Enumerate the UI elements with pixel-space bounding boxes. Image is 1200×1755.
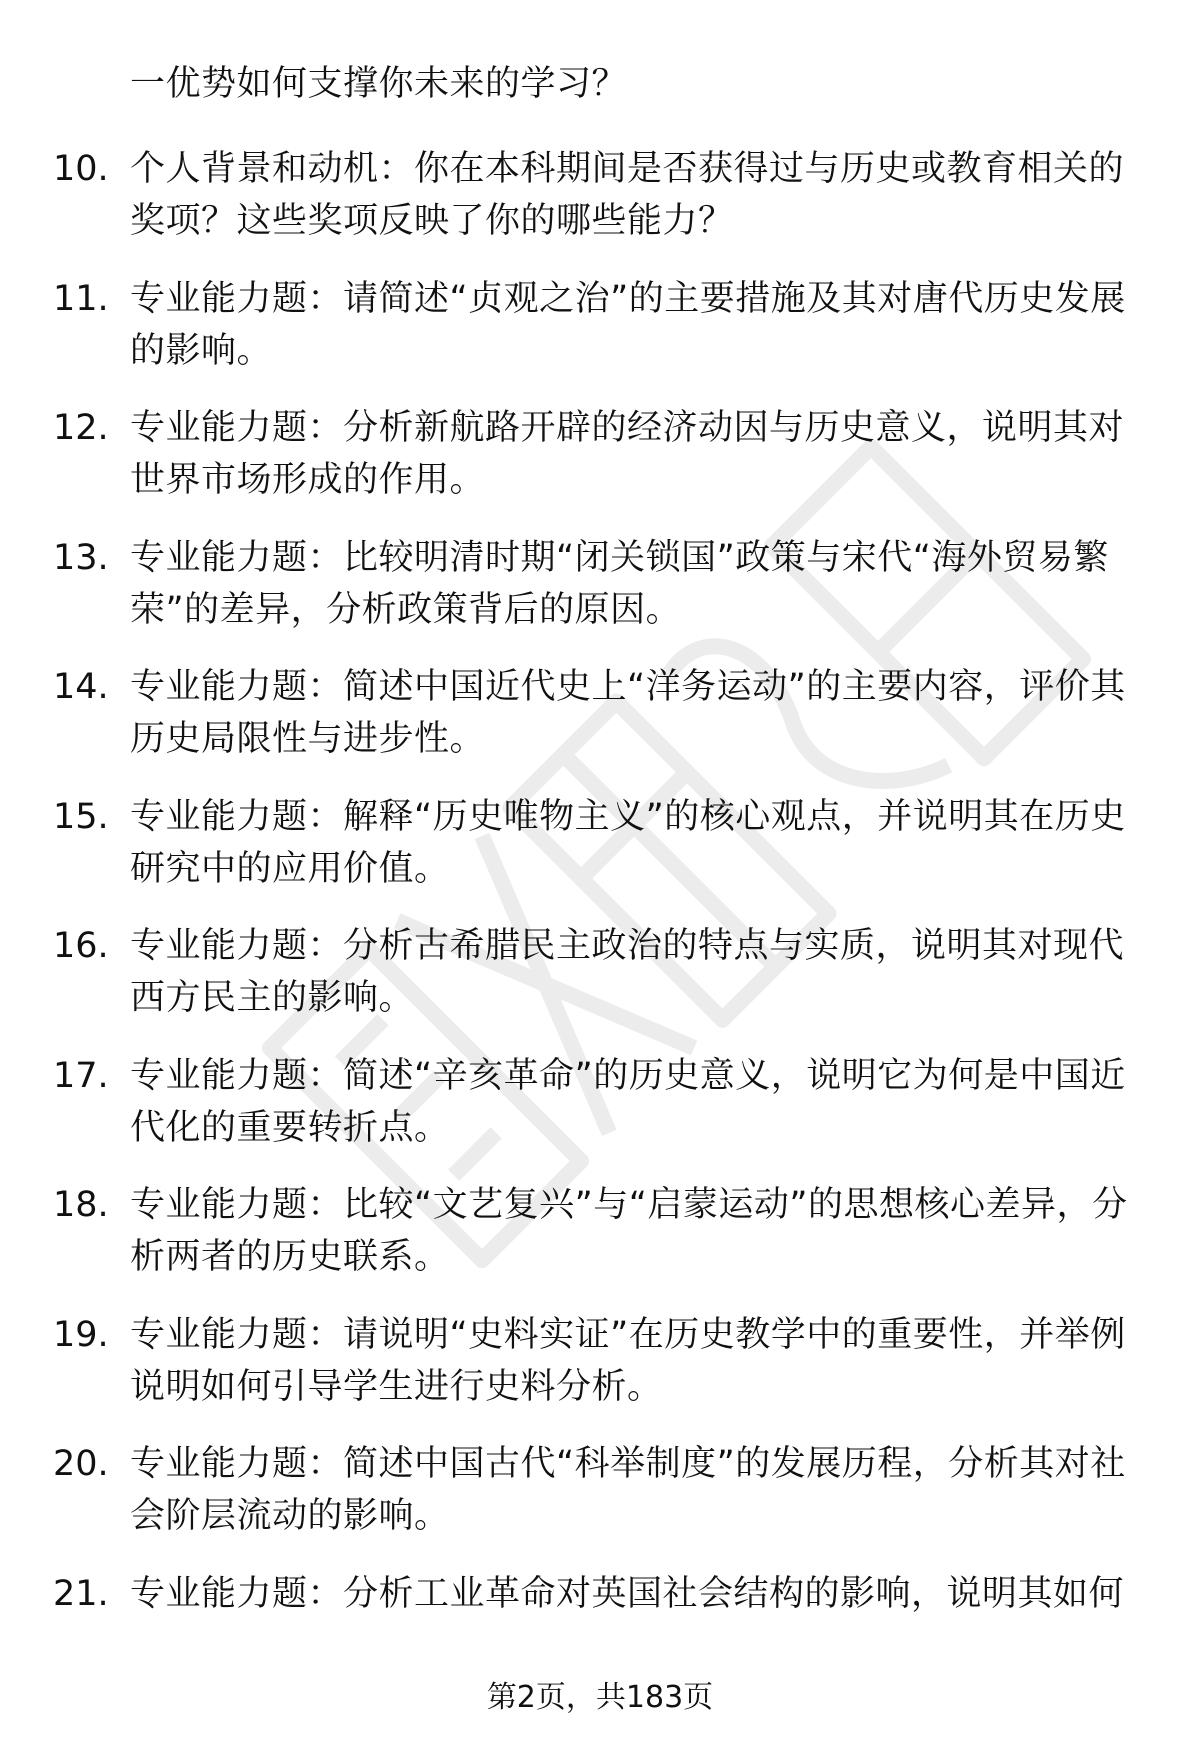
question-number: 13. bbox=[53, 537, 109, 578]
list-item bbox=[0, 661, 1200, 765]
question-number: 18. bbox=[53, 1185, 109, 1225]
question-text: 专业能力题：简述中国古代“科举制度”的发展历程，分析其对社会阶层流动的影响。 bbox=[130, 1444, 1126, 1536]
list-item bbox=[0, 1050, 1200, 1154]
question-text: 专业能力题：简述中国近代史上“洋务运动”的主要内容，评价其历史局限性与进步性。 bbox=[130, 667, 1126, 759]
list-item bbox=[0, 1309, 1200, 1413]
list-item bbox=[0, 532, 1200, 636]
question-number: 20. bbox=[53, 1444, 109, 1484]
question-text: 个人背景和动机：你在本科期间是否获得过与历史或教育相关的奖项？这些奖项反映了你的哪些能力？ bbox=[130, 149, 1125, 241]
question-text: 专业能力题：比较“文艺复兴”与“启蒙运动”的思想核心差异，分析两者的历史联系。 bbox=[130, 1185, 1128, 1277]
question-number: 10. bbox=[53, 149, 109, 189]
list-item bbox=[0, 1179, 1200, 1283]
question-list bbox=[0, 143, 1200, 1645]
question-text: 专业能力题：分析古希腊民主政治的特点与实质，说明其对现代西方民主的影响。 bbox=[130, 926, 1125, 1018]
list-item bbox=[0, 920, 1200, 1024]
question-number: 15. bbox=[53, 796, 109, 837]
list-item bbox=[0, 1438, 1200, 1542]
question-number: 12. bbox=[53, 408, 109, 448]
question-number: 16. bbox=[53, 926, 109, 966]
question-number: 14. bbox=[53, 667, 109, 707]
question-number: 19. bbox=[53, 1314, 109, 1355]
question-text: 专业能力题：比较明清时期“闭关锁国”政策与宋代“海外贸易繁荣”的差异，分析政策背后的原因。 bbox=[130, 537, 1109, 630]
question-text: 专业能力题：分析工业革命对英国社会结构的影响，说明其如何 bbox=[130, 1573, 1125, 1614]
question-text: 专业能力题：请说明“史料实证”在历史教学中的重要性，并举例说明如何引导学生进行史料分析。 bbox=[130, 1314, 1126, 1407]
list-item bbox=[0, 402, 1200, 506]
list-item bbox=[0, 791, 1200, 895]
question-text: 专业能力题：解释“历史唯物主义”的核心观点，并说明其在历史研究中的应用价值。 bbox=[130, 796, 1126, 889]
question-text: 专业能力题：分析新航路开辟的经济动因与历史意义，说明其对世界市场形成的作用。 bbox=[130, 408, 1125, 500]
question-text: 专业能力题：简述“辛亥革命”的历史意义，说明它为何是中国近代化的重要转折点。 bbox=[130, 1055, 1126, 1148]
question-number: 11. bbox=[53, 278, 109, 319]
page-footer: 第2页，共183页 bbox=[486, 1680, 714, 1715]
question-number: 21. bbox=[53, 1573, 109, 1614]
list-item bbox=[0, 273, 1200, 377]
list-item bbox=[0, 143, 1200, 247]
continuation-line: 一优势如何支撑你未来的学习？ bbox=[130, 64, 628, 104]
list-item bbox=[0, 1568, 1200, 1620]
question-text: 专业能力题：请简述“贞观之治”的主要措施及其对唐代历史发展的影响。 bbox=[130, 278, 1126, 371]
question-number: 17. bbox=[53, 1055, 109, 1096]
